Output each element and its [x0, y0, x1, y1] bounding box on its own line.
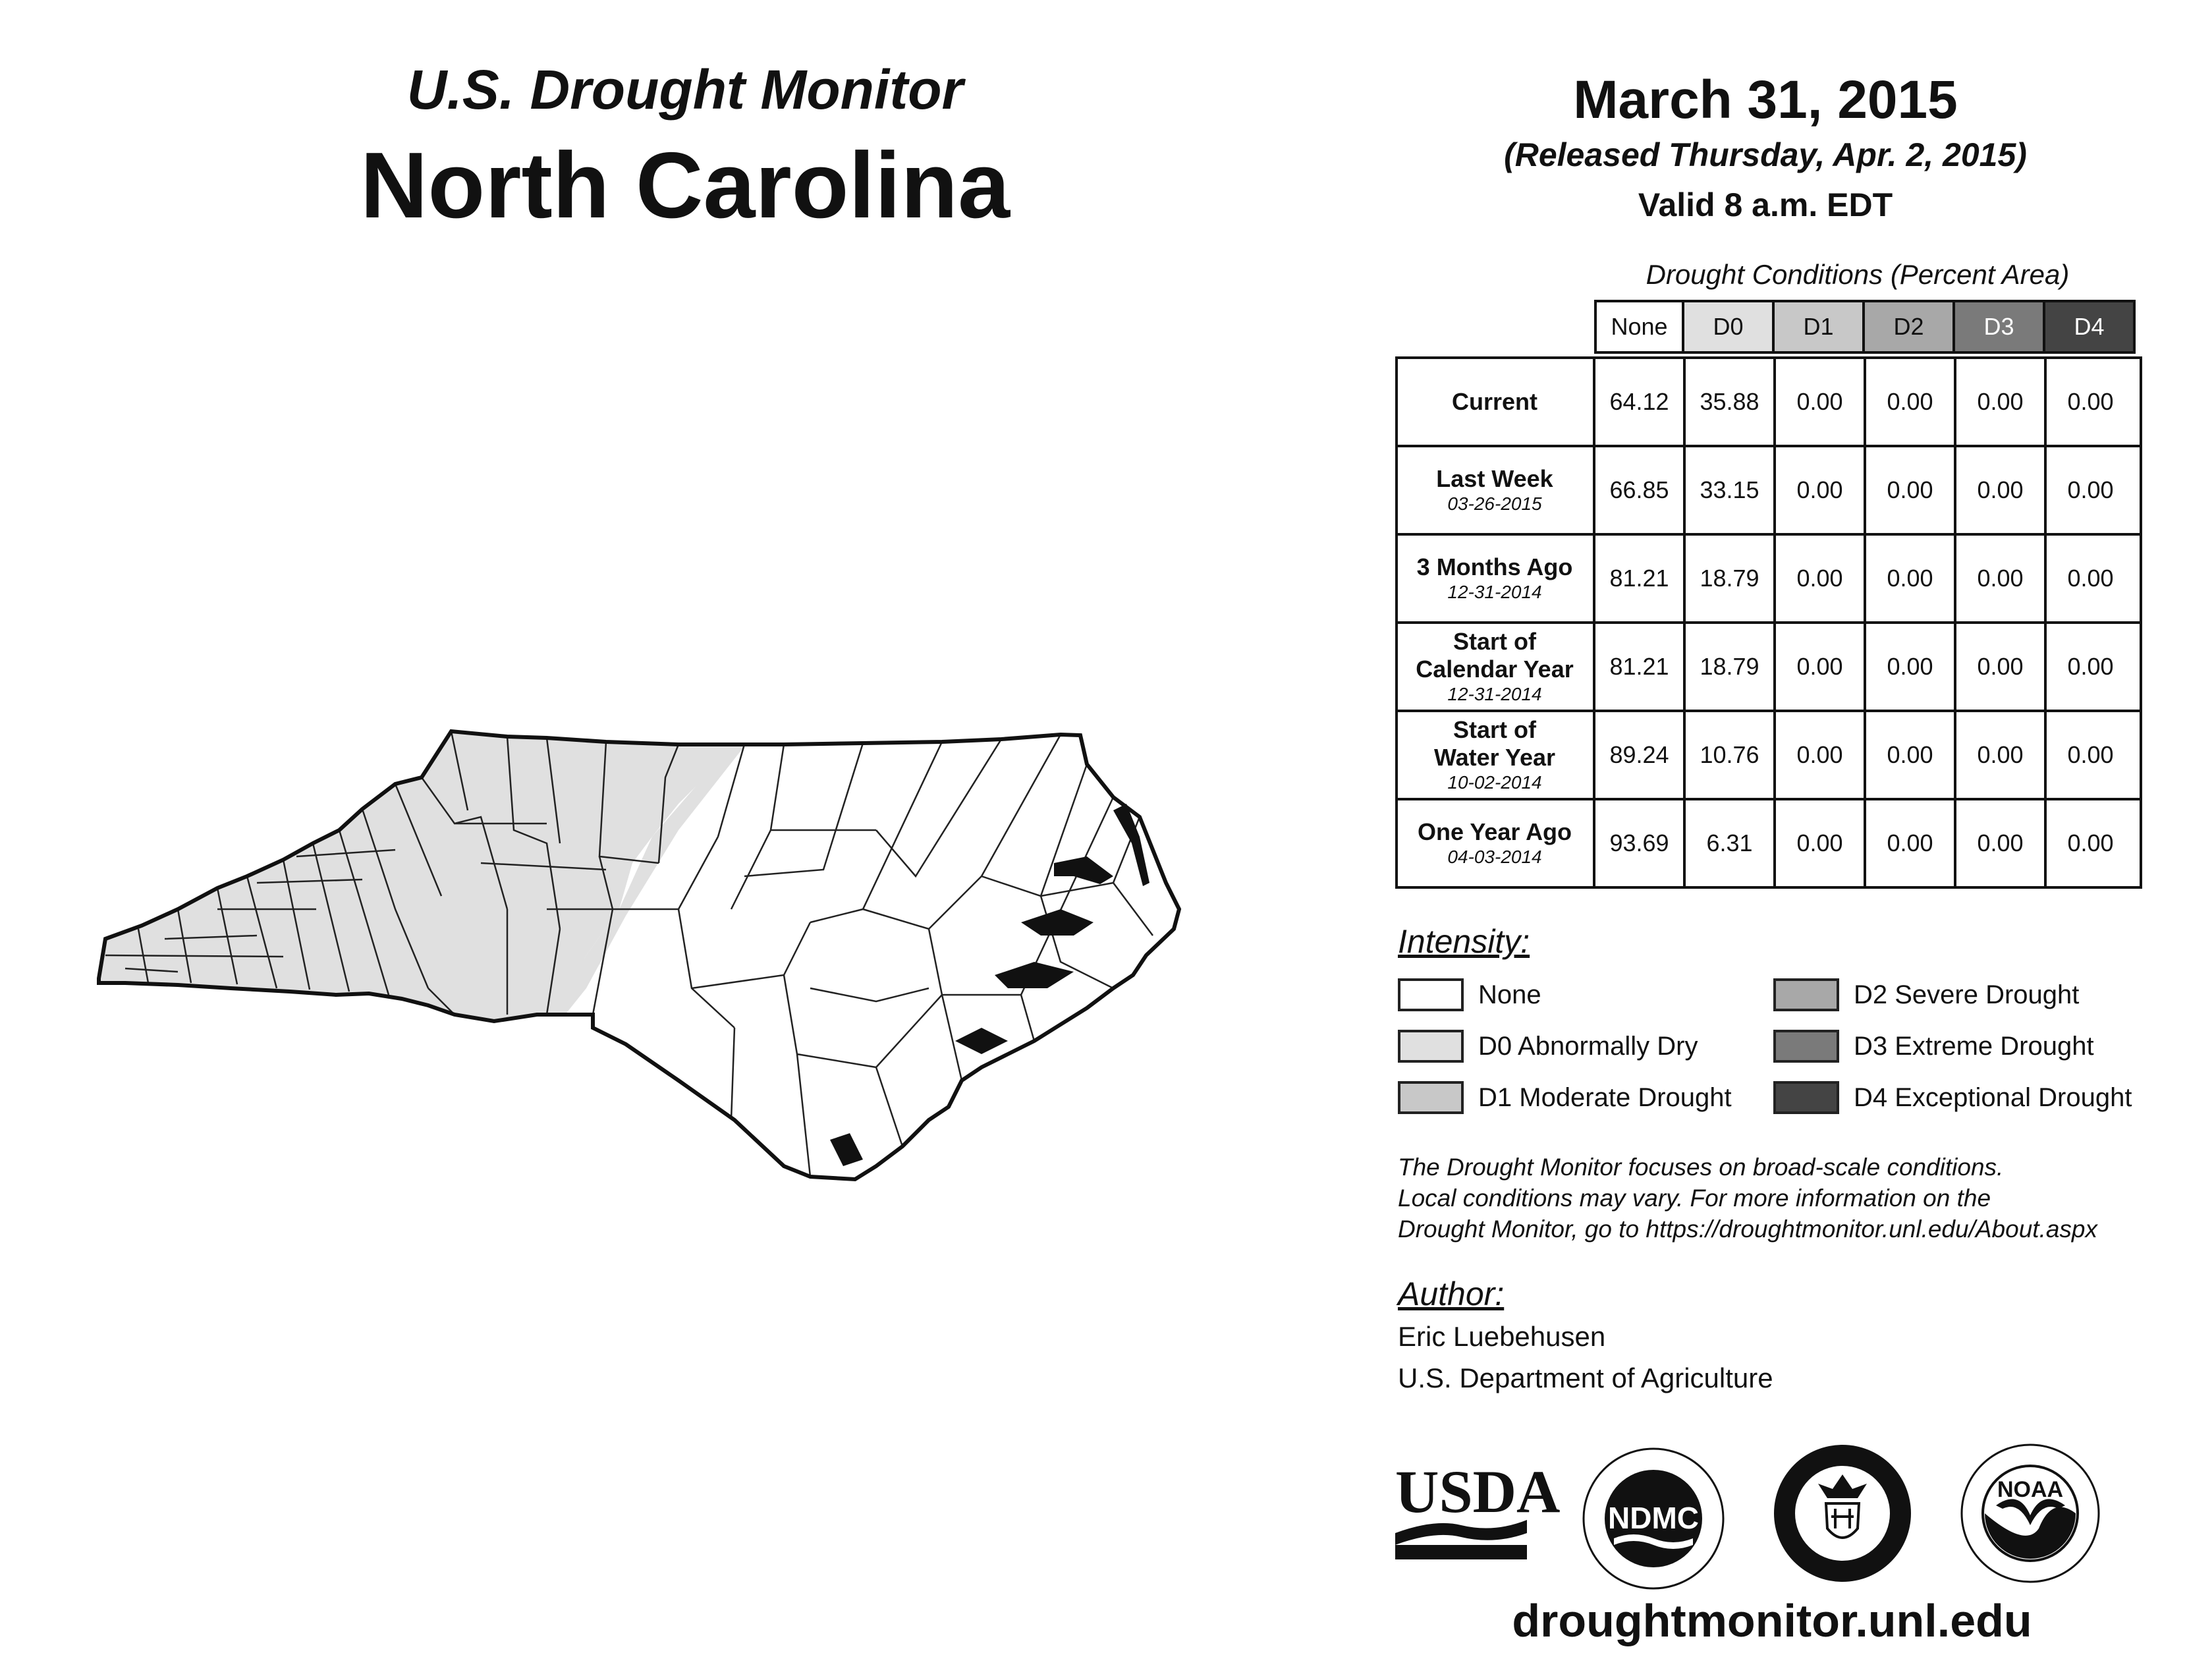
row-label — [1395, 533, 1594, 624]
north-carolina-drought-map — [86, 712, 1311, 1199]
table-cell-d4: 0.00 — [2067, 388, 2114, 415]
table-cell-d2: 0.00 — [1887, 565, 1933, 592]
legend-label: None — [1478, 980, 1541, 1009]
legend-label: D4 Exceptional Drought — [1854, 1082, 2132, 1112]
table-cell-none: 81.21 — [1609, 653, 1669, 680]
dept-of-commerce-seal — [1772, 1443, 1914, 1584]
row-label-text: Start of — [1453, 716, 1536, 743]
legend-item — [1398, 978, 1541, 1011]
legend-item — [1773, 978, 2079, 1011]
row-date: 10-02-2014 — [1447, 772, 1542, 793]
table-cell-d4: 0.00 — [2067, 653, 2114, 680]
map-title: North Carolina — [360, 133, 1010, 238]
table-cell-d1: 0.00 — [1796, 829, 1843, 856]
table-cell-d0: 18.79 — [1700, 653, 1759, 680]
legend-swatch — [1398, 1030, 1464, 1063]
table-cell-d2: 0.00 — [1887, 388, 1933, 415]
ndmc-logo-text: NDMC — [1608, 1501, 1699, 1535]
author-name: Eric Luebehusen — [1398, 1321, 1606, 1352]
table-cell-d1: 0.00 — [1796, 653, 1843, 680]
note-line-1: The Drought Monitor focuses on broad-scale conditions. — [1398, 1154, 2004, 1181]
row-label — [1395, 356, 1594, 447]
row-date: 12-31-2014 — [1447, 582, 1542, 602]
footer-url[interactable]: droughtmonitor.unl.edu — [1512, 1595, 2032, 1646]
legend-swatch — [1773, 978, 1839, 1011]
table-column-divider — [1593, 356, 1595, 889]
usda-logo-text: USDA — [1395, 1458, 1561, 1525]
table-column-divider — [2044, 356, 2047, 889]
intensity-heading: Intensity: — [1398, 923, 1530, 960]
table-cell-d1: 0.00 — [1796, 565, 1843, 592]
table-cell-d1: 0.00 — [1796, 476, 1843, 503]
noaa-logo-text: NOAA — [1997, 1477, 2064, 1502]
author-heading: Author: — [1398, 1275, 1505, 1312]
legend-item — [1773, 1081, 2132, 1114]
table-cell-d2: 0.00 — [1887, 653, 1933, 680]
table-cell-d3: 0.00 — [1977, 741, 2024, 768]
usda-logo — [1395, 1458, 1561, 1561]
note-line-3: Drought Monitor, go to https://droughtmonitor.unl.edu/About.aspx — [1398, 1216, 2097, 1243]
map-date: March 31, 2015 — [1573, 70, 1958, 130]
column-header-d1: D1 — [1772, 300, 1865, 354]
note-line-2: Local conditions may vary. For more information on the — [1398, 1185, 1991, 1212]
table-cell-none: 81.21 — [1609, 565, 1669, 592]
row-label-text-2: Water Year — [1433, 744, 1556, 771]
column-header-d2: D2 — [1862, 300, 1955, 354]
legend-swatch — [1398, 978, 1464, 1011]
ndmc-logo — [1581, 1446, 1726, 1591]
legend-label: D2 Severe Drought — [1854, 980, 2080, 1009]
legend-item — [1398, 1030, 1698, 1063]
table-cell-none: 64.12 — [1609, 388, 1669, 415]
table-cell-d0: 35.88 — [1700, 388, 1759, 415]
legend-label: D0 Abnormally Dry — [1478, 1031, 1698, 1061]
table-cell-d0: 10.76 — [1700, 741, 1759, 768]
legend-item — [1773, 1030, 2094, 1063]
disclaimer-note — [1398, 1152, 2162, 1245]
table-cell-none: 66.85 — [1609, 476, 1669, 503]
table-cell-d4: 0.00 — [2067, 476, 2114, 503]
row-date: 03-26-2015 — [1447, 493, 1542, 514]
table-cell-d2: 0.00 — [1887, 476, 1933, 503]
table-cell-d3: 0.00 — [1977, 653, 2024, 680]
table-column-divider — [1773, 356, 1776, 889]
row-label-text: Last Week — [1436, 465, 1553, 492]
legend-label: D3 Extreme Drought — [1854, 1031, 2094, 1061]
table-cell-d3: 0.00 — [1977, 829, 2024, 856]
release-date: (Released Thursday, Apr. 2, 2015) — [1504, 136, 2027, 173]
column-header-d0: D0 — [1682, 300, 1775, 354]
legend-swatch — [1773, 1081, 1839, 1114]
table-cell-d1: 0.00 — [1796, 741, 1843, 768]
row-label-text: Current — [1451, 388, 1537, 415]
noaa-logo — [1960, 1443, 2101, 1584]
table-cell-d3: 0.00 — [1977, 565, 2024, 592]
table-cell-d4: 0.00 — [2067, 565, 2114, 592]
table-caption: Drought Conditions (Percent Area) — [1646, 259, 2070, 290]
column-header-none: None — [1594, 300, 1684, 354]
row-date: 04-03-2014 — [1447, 847, 1542, 867]
table-cell-d3: 0.00 — [1977, 388, 2024, 415]
table-cell-none: 93.69 — [1609, 829, 1669, 856]
table-cell-d2: 0.00 — [1887, 741, 1933, 768]
table-cell-d0: 18.79 — [1700, 565, 1759, 592]
row-label — [1395, 621, 1594, 712]
table-cell-d3: 0.00 — [1977, 476, 2024, 503]
table-cell-none: 89.24 — [1609, 741, 1669, 768]
table-cell-d0: 33.15 — [1700, 476, 1759, 503]
row-label — [1395, 445, 1594, 536]
valid-time: Valid 8 a.m. EDT — [1638, 186, 1893, 223]
legend-swatch — [1398, 1081, 1464, 1114]
row-label-text: 3 Months Ago — [1416, 553, 1573, 580]
row-label-text-2: Calendar Year — [1416, 656, 1574, 683]
table-column-divider — [1864, 356, 1866, 889]
row-label — [1395, 798, 1594, 889]
table-column-divider — [1683, 356, 1686, 889]
author-org: U.S. Department of Agriculture — [1398, 1362, 1773, 1393]
row-label-text: Start of — [1453, 628, 1536, 655]
table-cell-d4: 0.00 — [2067, 741, 2114, 768]
legend-swatch — [1773, 1030, 1839, 1063]
row-label-text: One Year Ago — [1417, 818, 1572, 845]
table-column-divider — [1954, 356, 1956, 889]
column-header-d3: D3 — [1952, 300, 2045, 354]
legend-label: D1 Moderate Drought — [1478, 1082, 1732, 1112]
row-label — [1395, 710, 1594, 800]
map-subtitle: U.S. Drought Monitor — [406, 59, 964, 121]
table-cell-d4: 0.00 — [2067, 829, 2114, 856]
column-header-d4: D4 — [2043, 300, 2136, 354]
table-cell-d1: 0.00 — [1796, 388, 1843, 415]
table-cell-d2: 0.00 — [1887, 829, 1933, 856]
legend-item — [1398, 1081, 1732, 1114]
row-date: 12-31-2014 — [1447, 684, 1542, 704]
table-cell-d0: 6.31 — [1706, 829, 1753, 856]
